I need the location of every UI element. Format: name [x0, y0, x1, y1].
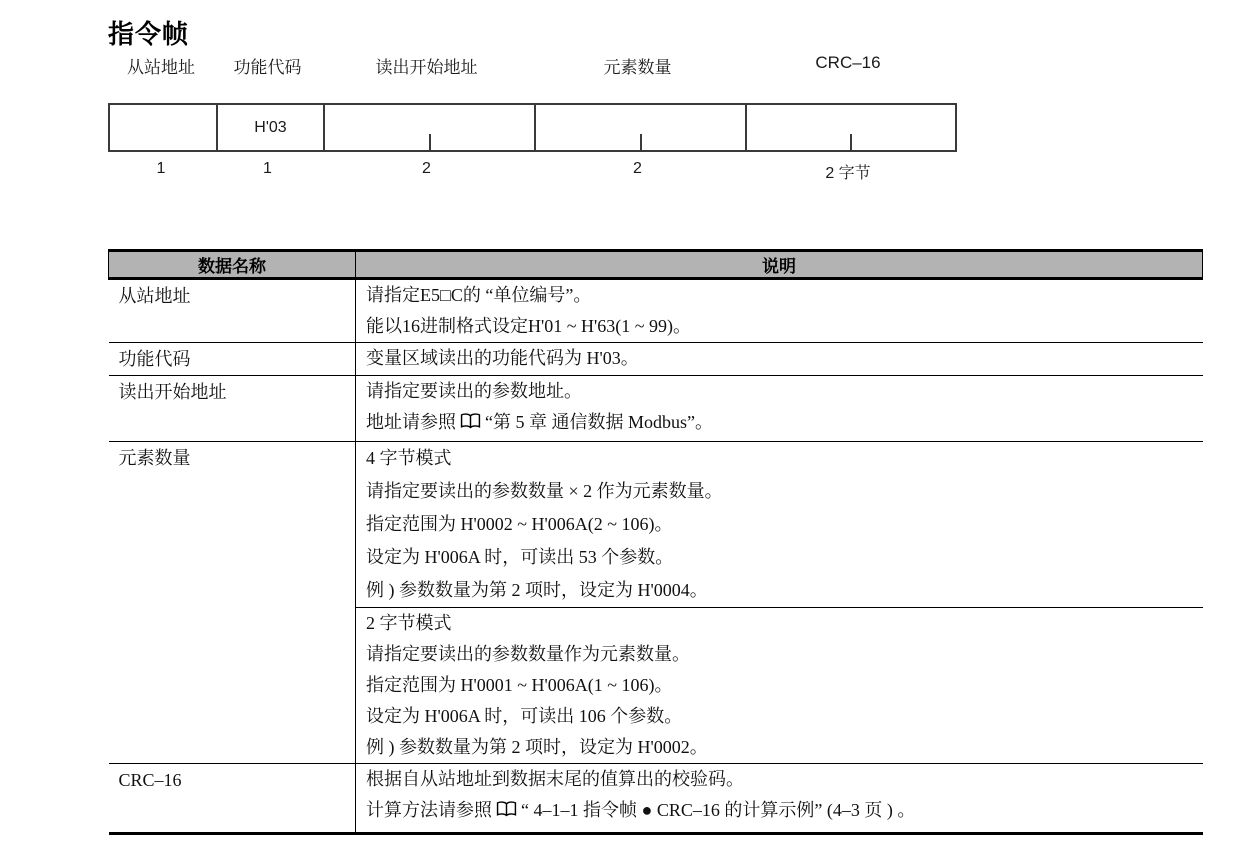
- row-desc-function-code: [356, 343, 1203, 376]
- row-name-crc16: CRC–16: [109, 764, 356, 834]
- row-desc-slave-address: [356, 279, 1203, 343]
- byte-count: 2: [633, 160, 642, 177]
- desc-line: 设定为 H'006A 时，可读出 106 个参数。: [366, 706, 683, 726]
- desc-line: 指定范围为 H'0002 ~ H'006A(2 ~ 106)。: [366, 514, 673, 534]
- column-header-data-name: 数据名称: [109, 251, 356, 279]
- frame-label-element-count: 元素数量: [603, 58, 672, 77]
- row-name-function-code: 功能代码: [109, 343, 356, 376]
- function-code-value: H'03: [254, 118, 287, 136]
- row-name-element-count: 元素数量: [109, 442, 356, 764]
- frame-label-slave-address: 从站地址: [127, 58, 195, 77]
- frame-box-element-count: [534, 105, 745, 150]
- frame-box-slave-address: [110, 105, 216, 150]
- frame-box-crc16: [745, 105, 955, 150]
- frame-byte-boxes: [108, 103, 957, 152]
- frame-label-read-start-address: 读出开始地址: [375, 58, 478, 77]
- row-name-slave-address: 从站地址: [109, 279, 356, 343]
- desc-line: 请指定E5□C的 “单位编号”。: [366, 285, 592, 305]
- desc-line: 指定范围为 H'0001 ~ H'006A(1 ~ 106)。: [366, 675, 673, 695]
- book-icon: [460, 413, 481, 430]
- byte-split-tick: [429, 134, 431, 150]
- table-row: [109, 442, 1203, 608]
- ref-text: “第 5 章 通信数据 Modbus”。: [485, 412, 713, 432]
- desc-line: 例 ) 参数数量为第 2 项时，设定为 H'0002。: [366, 737, 708, 757]
- table-row: [109, 376, 1203, 442]
- table-row: [109, 279, 1203, 343]
- column-header-description: 说明: [356, 251, 1203, 279]
- desc-line: 变量区域读出的功能代码为 H'03。: [366, 348, 639, 368]
- desc-line: 请指定要读出的参数地址。: [366, 381, 582, 401]
- book-icon: [496, 801, 517, 818]
- byte-count: 1: [156, 160, 166, 177]
- table-row: [109, 343, 1203, 376]
- table-header-row: [109, 251, 1203, 279]
- table-row: [109, 764, 1203, 834]
- desc-line: 设定为 H'006A 时，可读出 53 个参数。: [366, 547, 674, 567]
- ref-prefix: 计算方法请参照: [366, 800, 492, 820]
- desc-line: 请指定要读出的参数数量作为元素数量。: [366, 644, 690, 664]
- byte-count: 2 字节: [825, 165, 871, 182]
- byte-split-tick: [640, 134, 642, 150]
- byte-count: 1: [263, 160, 272, 177]
- desc-line: 根据自从站地址到数据末尾的值算出的校验码。: [366, 769, 744, 789]
- desc-line-with-ref: [366, 407, 1195, 438]
- row-name-read-start-address: 读出开始地址: [109, 376, 356, 442]
- row-desc-read-start-address: [356, 376, 1203, 442]
- frame-box-read-start-address: [323, 105, 534, 150]
- byte-count: 2: [422, 160, 431, 177]
- frame-label-crc16: CRC–16: [815, 53, 881, 72]
- ref-prefix: 地址请参照: [366, 412, 456, 432]
- desc-line: 例 ) 参数数量为第 2 项时，设定为 H'0004。: [366, 580, 708, 600]
- frame-label-function-code: 功能代码: [233, 58, 302, 77]
- frame-spec-table: [108, 249, 1203, 835]
- desc-line: 请指定要读出的参数数量 × 2 作为元素数量。: [366, 481, 723, 501]
- page-title: 指令帧: [108, 19, 190, 49]
- frame-field-labels: [108, 53, 953, 78]
- desc-line: 4 字节模式: [366, 448, 452, 468]
- desc-line: 2 字节模式: [366, 613, 452, 633]
- row-desc-crc16: [356, 764, 1203, 834]
- row-desc-element-count-2byte: [356, 608, 1203, 764]
- frame-box-function-code: [216, 105, 323, 150]
- desc-line: 能以16进制格式设定H'01 ~ H'63(1 ~ 99)。: [366, 316, 691, 336]
- desc-line-with-ref: [366, 795, 1195, 826]
- ref-text: “ 4–1–1 指令帧 ● CRC–16 的计算示例” (4–3 页 ) 。: [521, 800, 916, 820]
- frame-byte-counts: [108, 160, 953, 183]
- byte-split-tick: [850, 134, 852, 150]
- row-desc-element-count-4byte: [356, 442, 1203, 608]
